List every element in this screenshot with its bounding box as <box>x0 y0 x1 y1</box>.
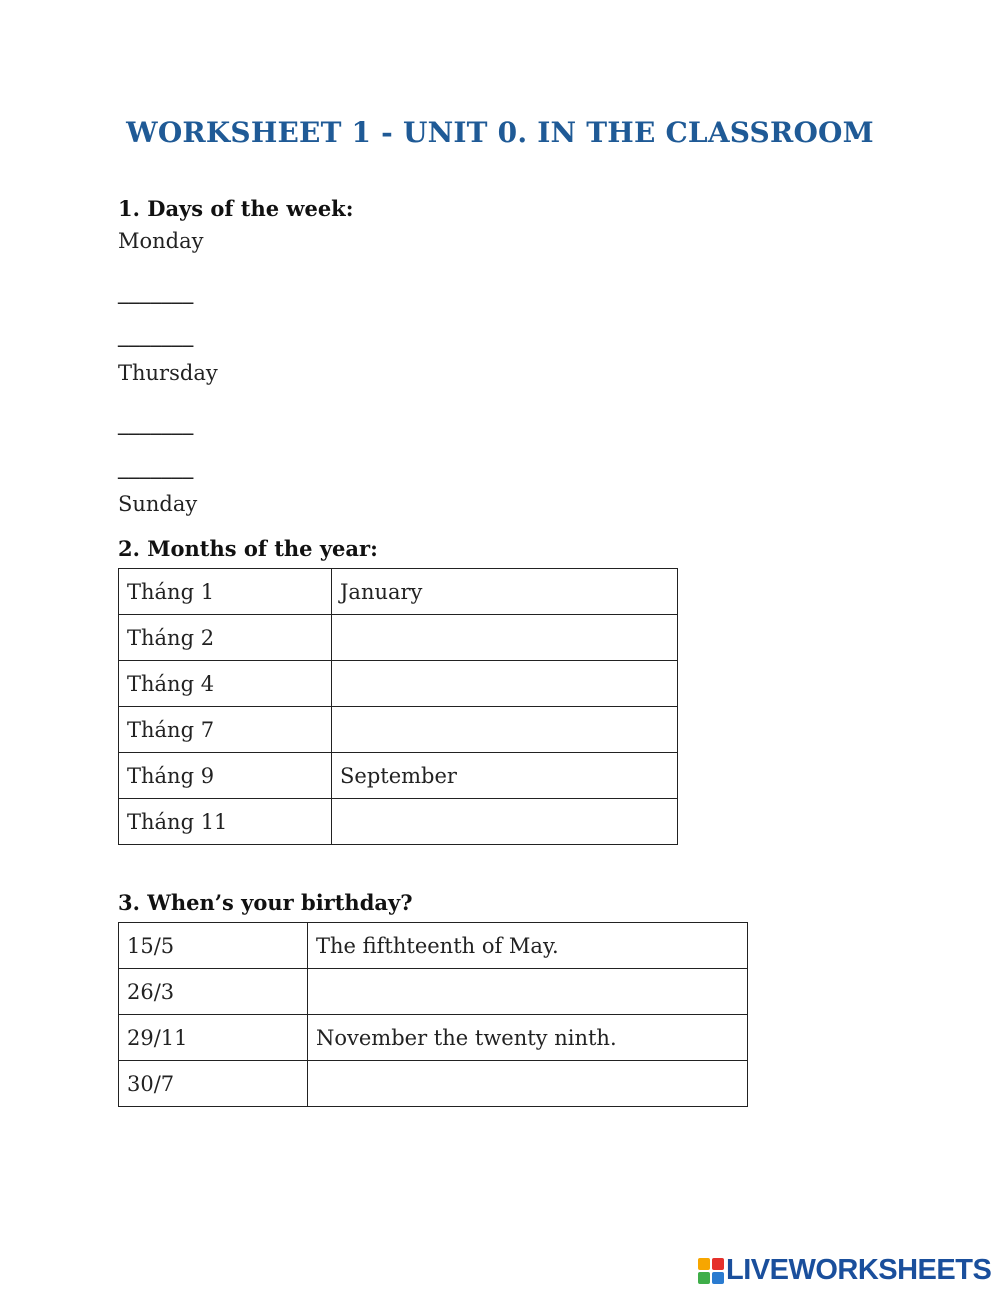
day-blank-4[interactable]: _______ <box>118 455 194 479</box>
date-cell: 30/7 <box>119 1061 308 1107</box>
month-en-answer-cell[interactable] <box>332 615 678 661</box>
months-table <box>118 568 678 845</box>
table-row <box>119 799 678 845</box>
table-row <box>119 753 678 799</box>
logo-square-3 <box>698 1272 710 1284</box>
date-cell: 15/5 <box>119 923 308 969</box>
table-row <box>119 661 678 707</box>
birthday-heading: 3. When’s your birthday? <box>118 890 413 915</box>
table-row <box>119 923 748 969</box>
table-row <box>119 569 678 615</box>
table-row <box>119 969 748 1015</box>
date-answer-input-cell[interactable] <box>308 969 748 1015</box>
day-blank-2[interactable]: _______ <box>118 323 194 347</box>
day-blank-1[interactable]: _______ <box>118 280 194 304</box>
date-answer-cell: The fifthteenth of May. <box>308 923 748 969</box>
table-row <box>119 615 678 661</box>
days-heading: 1. Days of the week: <box>118 196 354 221</box>
birthday-table <box>118 922 748 1107</box>
table-row <box>119 1061 748 1107</box>
day-thursday: Thursday <box>118 361 218 385</box>
liveworksheets-logo <box>698 1254 991 1287</box>
month-vi-cell: Tháng 7 <box>119 707 332 753</box>
month-vi-cell: Tháng 9 <box>119 753 332 799</box>
table-row <box>119 707 678 753</box>
month-en-cell: January <box>332 569 678 615</box>
month-en-cell: September <box>332 753 678 799</box>
worksheet-title: WORKSHEET 1 - UNIT 0. IN THE CLASSROOM <box>126 116 874 149</box>
table-row <box>119 1015 748 1061</box>
date-cell: 29/11 <box>119 1015 308 1061</box>
month-en-answer-cell[interactable] <box>332 799 678 845</box>
date-answer-input-cell[interactable] <box>308 1061 748 1107</box>
date-cell: 26/3 <box>119 969 308 1015</box>
month-vi-cell: Tháng 11 <box>119 799 332 845</box>
logo-text: LIVEWORKSHEETS <box>726 1254 992 1286</box>
month-en-answer-cell[interactable] <box>332 707 678 753</box>
months-heading: 2. Months of the year: <box>118 536 378 561</box>
logo-square-1 <box>698 1258 710 1270</box>
date-answer-cell: November the twenty ninth. <box>308 1015 748 1061</box>
month-vi-cell: Tháng 2 <box>119 615 332 661</box>
month-vi-cell: Tháng 1 <box>119 569 332 615</box>
month-vi-cell: Tháng 4 <box>119 661 332 707</box>
logo-square-4 <box>712 1272 724 1284</box>
liveworksheets-logo-icon <box>698 1258 724 1284</box>
day-blank-3[interactable]: _______ <box>118 411 194 435</box>
logo-square-2 <box>712 1258 724 1270</box>
day-sunday: Sunday <box>118 492 198 516</box>
day-monday: Monday <box>118 229 204 253</box>
month-en-answer-cell[interactable] <box>332 661 678 707</box>
